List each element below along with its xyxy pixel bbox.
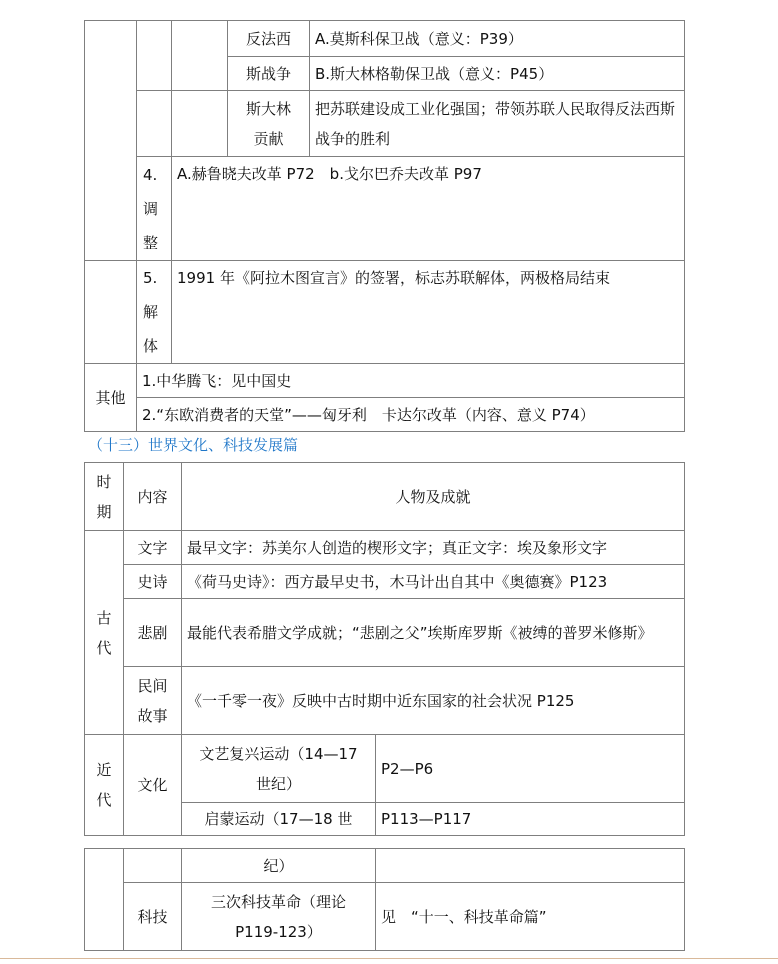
- dissolve-content: 1991 年《阿拉木图宣言》的签署，标志苏联解体，两极格局结束: [172, 261, 685, 364]
- empty-cell: [172, 21, 228, 91]
- adjust-label: 4. 调 整: [137, 157, 172, 261]
- anti-fascist-a: A.莫斯科保卫战（意义：P39）: [310, 21, 685, 57]
- enlightenment-pages: P113—P117: [376, 803, 685, 836]
- anti-fascist-label-1: 反法西: [228, 21, 310, 57]
- stalin-label: 斯大林 贡献: [228, 91, 310, 157]
- other-item-1: 1.中华腾飞：见中国史: [137, 364, 685, 398]
- header-period: 时 期: [85, 463, 124, 531]
- adjust-content: A.赫鲁晓夫改革 P72 b.戈尔巴乔夫改革 P97: [172, 157, 685, 261]
- page-divider: [0, 958, 778, 959]
- renaissance-pages: P2—P6: [376, 735, 685, 803]
- stalin-content: 把苏联建设成工业化强国；带领苏联人民取得反法西斯战争的胜利: [310, 91, 685, 157]
- epic-label: 史诗: [124, 565, 182, 599]
- culture-label: 文化: [124, 735, 182, 836]
- soviet-table: [84, 20, 685, 432]
- tragedy-content: 最能代表希腊文学成就；“悲剧之父”埃斯库罗斯《被缚的普罗米修斯》: [182, 599, 685, 667]
- empty-cell: [85, 261, 137, 364]
- epic-content: 《荷马史诗》：西方最早史书，木马计出自其中《奥德赛》P123: [182, 565, 685, 599]
- anti-fascist-label-2: 斯战争: [228, 57, 310, 91]
- section-heading: （十三）世界文化、科技发展篇: [88, 436, 299, 454]
- culture-table: [84, 462, 685, 836]
- enlightenment-cont: 纪）: [182, 849, 376, 883]
- empty-cell: [124, 849, 182, 883]
- modern-label: 近 代: [85, 735, 124, 836]
- continued-table: [84, 848, 685, 951]
- tech-revolutions: 三次科技革命（理论 P119-123）: [182, 883, 376, 951]
- header-content: 内容: [124, 463, 182, 531]
- empty-cell: [137, 21, 172, 91]
- folk-content: 《一千零一夜》反映中古时期中近东国家的社会状况 P125: [182, 667, 685, 735]
- writing-label: 文字: [124, 531, 182, 565]
- enlightenment-label: 启蒙运动（17—18 世: [182, 803, 376, 836]
- tech-ref: 见 “十一、科技革命篇”: [376, 883, 685, 951]
- tragedy-label: 悲剧: [124, 599, 182, 667]
- dissolve-label: 5. 解 体: [137, 261, 172, 364]
- empty-cell: [376, 849, 685, 883]
- ancient-label: 古 代: [85, 531, 124, 735]
- renaissance-label: 文艺复兴运动（14—17 世纪）: [182, 735, 376, 803]
- empty-cell: [172, 91, 228, 157]
- tech-label: 科技: [124, 883, 182, 951]
- writing-content: 最早文字：苏美尔人创造的楔形文字；真正文字：埃及象形文字: [182, 531, 685, 565]
- empty-cell: [137, 91, 172, 157]
- empty-cell: [85, 849, 124, 951]
- folk-label: 民间 故事: [124, 667, 182, 735]
- other-label: 其他: [85, 364, 137, 432]
- other-item-2: 2.“东欧消费者的天堂”——匈牙利 卡达尔改革（内容、意义 P74）: [137, 398, 685, 432]
- empty-cell: [85, 21, 137, 261]
- anti-fascist-b: B.斯大林格勒保卫战（意义：P45）: [310, 57, 685, 91]
- header-people: 人物及成就: [182, 463, 685, 531]
